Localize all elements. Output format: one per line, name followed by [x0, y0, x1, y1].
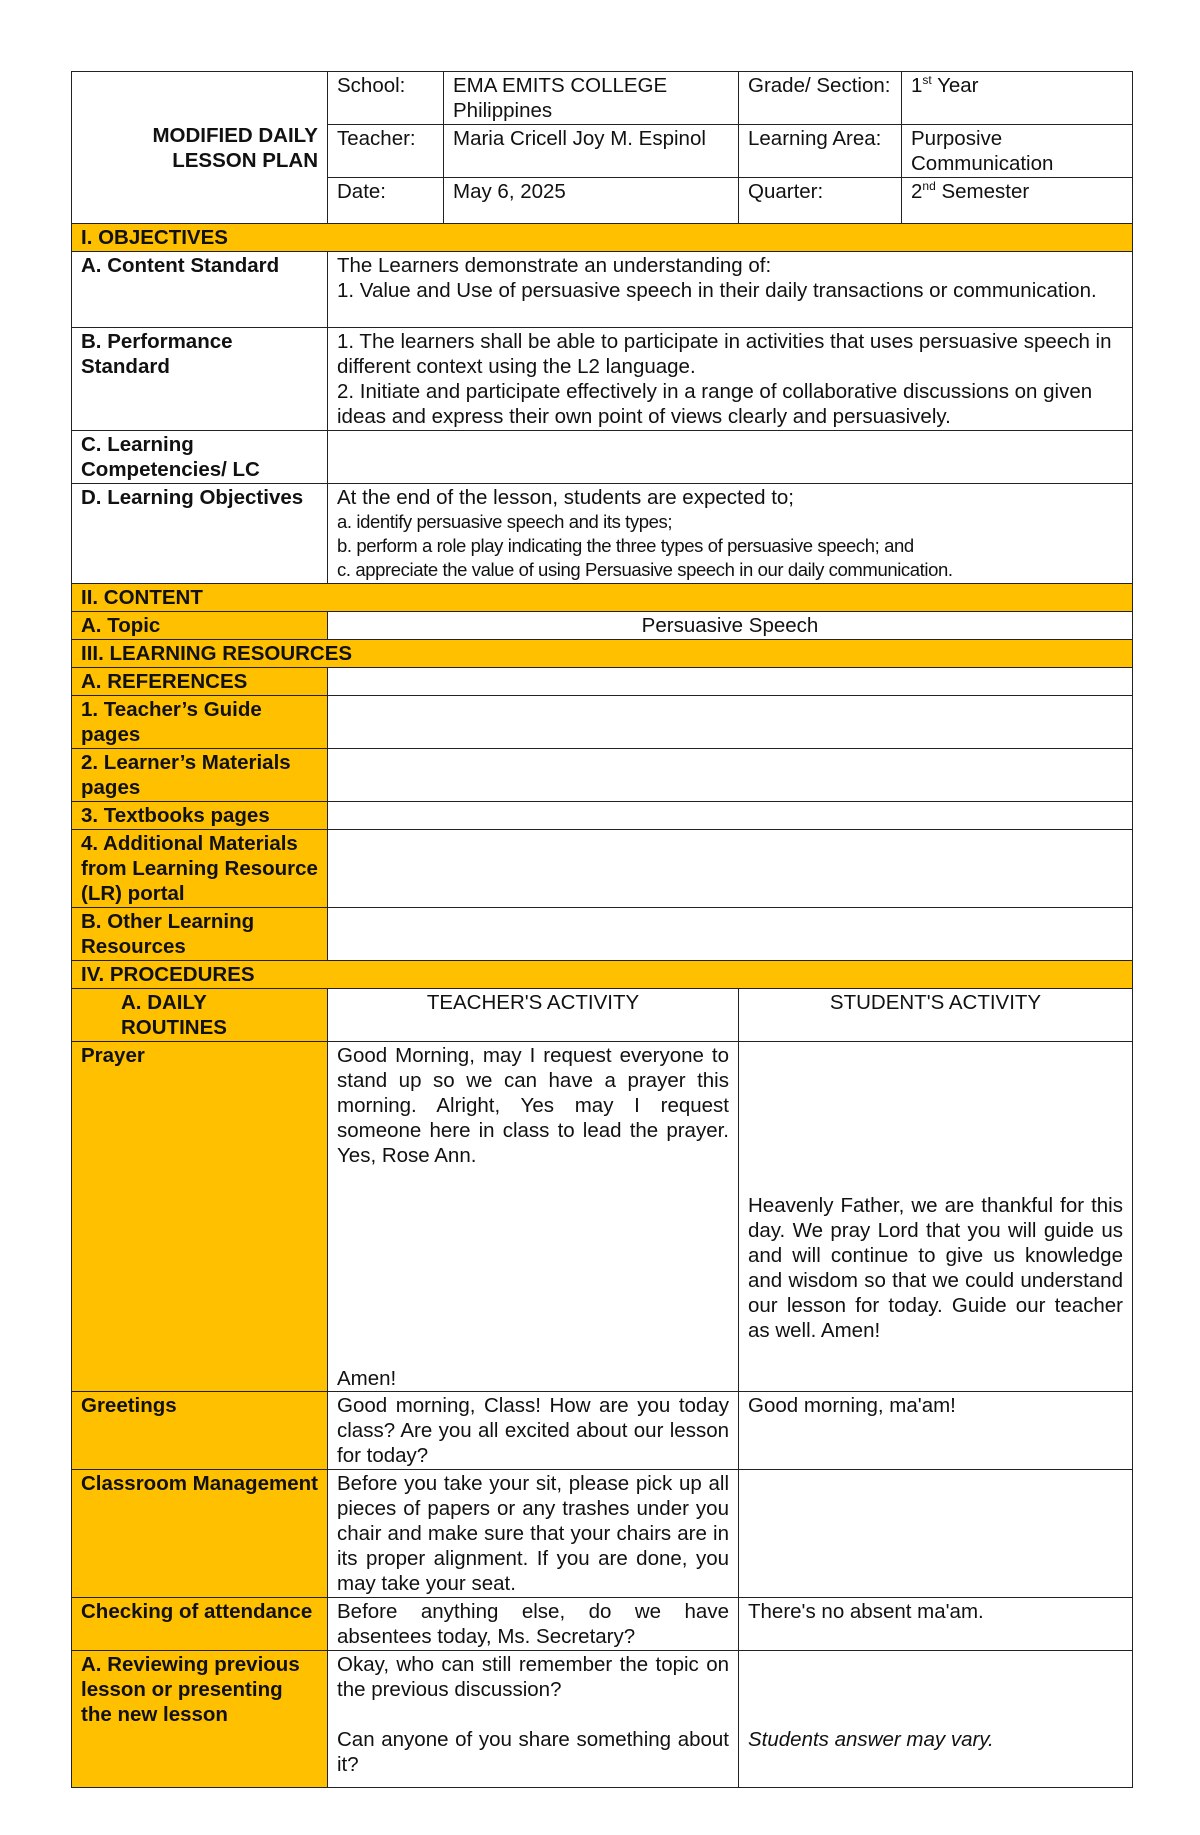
textbooks-value	[328, 802, 1133, 830]
grade-label: Grade/ Section:	[739, 72, 902, 125]
prayer-teacher-amen: Amen!	[337, 1367, 397, 1390]
reviewing-student-answer: Students answer may vary.	[748, 1728, 994, 1751]
learning-competencies-value	[328, 431, 1133, 484]
classroom-management-student	[739, 1470, 1133, 1598]
plan-title-line2: LESSON PLAN	[172, 148, 318, 172]
reviewing-lesson-label: A. Reviewing previous lesson or presenting the new lesson	[72, 1651, 328, 1788]
quarter-value-sup: nd	[922, 179, 936, 194]
additional-materials-value	[328, 830, 1133, 908]
textbooks-label: 3. Textbooks pages	[72, 802, 328, 830]
grade-value-num: 1	[911, 74, 923, 97]
topic-label: A. Topic	[72, 612, 328, 640]
teachers-guide-value	[328, 696, 1133, 749]
classroom-management-teacher: Before you take your sit, please pick up all pieces of papers or any trashes under you chair and make sure that your chairs are in its proper alignment. If you are done, you may take your seat.	[328, 1470, 739, 1598]
greetings-label: Greetings	[72, 1392, 328, 1470]
other-resources-label: B. Other Learning Resources	[72, 908, 328, 961]
content-standard-line1: The Learners demonstrate an understanding of:	[337, 254, 772, 277]
plan-title	[72, 72, 328, 224]
performance-standard-label: B. Performance Standard	[72, 328, 328, 431]
learning-objective-b: b. perform a role play indicating the three types of persuasive speech; and	[337, 535, 914, 556]
learning-objectives-label: D. Learning Objectives	[72, 484, 328, 584]
area-value: Purposive Communication	[902, 125, 1133, 178]
content-standard-value	[328, 252, 1133, 328]
other-resources-value	[328, 908, 1133, 961]
teacher-activity-header: TEACHER'S ACTIVITY	[328, 989, 739, 1042]
reviewing-teacher-q1: Okay, who can still remember the topic on the previous discussion?	[337, 1653, 729, 1701]
teachers-guide-label: 1. Teacher’s Guide pages	[72, 696, 328, 749]
teacher-value: Maria Cricell Joy M. Espinol	[444, 125, 739, 178]
classroom-management-label: Classroom Management	[72, 1470, 328, 1598]
additional-materials-label: 4. Additional Materials from Learning Resource (LR) portal	[72, 830, 328, 908]
quarter-value	[902, 178, 1133, 224]
section-procedures: IV. PROCEDURES	[72, 961, 1133, 989]
section-learning-resources: III. LEARNING RESOURCES	[72, 640, 1133, 668]
reviewing-student	[739, 1651, 1133, 1788]
grade-value	[902, 72, 1133, 125]
quarter-label: Quarter:	[739, 178, 902, 224]
learning-objectives-value	[328, 484, 1133, 584]
grade-value-sup: st	[922, 73, 932, 88]
student-activity-header: STUDENT'S ACTIVITY	[739, 989, 1133, 1042]
attendance-label: Checking of attendance	[72, 1598, 328, 1651]
learners-materials-value	[328, 749, 1133, 802]
grade-value-rest: Year	[931, 74, 979, 97]
attendance-student: There's no absent ma'am.	[739, 1598, 1133, 1651]
topic-value: Persuasive Speech	[328, 612, 1133, 640]
content-standard-line2: 1. Value and Use of persuasive speech in their daily transactions or communication.	[337, 279, 1097, 302]
references-value	[328, 668, 1133, 696]
reviewing-teacher-q2: Can anyone of you share something about it?	[337, 1728, 729, 1776]
prayer-teacher-text: Good Morning, may I request everyone to stand up so we can have a prayer this morning. Alright, Yes may I request someone here in class to lead the prayer. Yes, Rose Ann.	[337, 1044, 729, 1167]
prayer-student-text: Heavenly Father, we are thankful for this day. We pray Lord that you will guide us and will continue to give us knowledge and wisdom so that we could understand our lesson for today. Guide our teacher as well. Amen!	[748, 1194, 1123, 1342]
performance-standard-line1: 1. The learners shall be able to participate in activities that uses persuasive speech in different context using the L2 language.	[337, 330, 1112, 378]
prayer-teacher-cell	[328, 1042, 739, 1392]
daily-routines-label: A. DAILY ROUTINES	[72, 989, 328, 1042]
plan-title-line1: MODIFIED DAILY	[152, 123, 318, 147]
performance-standard-value	[328, 328, 1133, 431]
section-content: II. CONTENT	[72, 584, 1133, 612]
quarter-value-num: 2	[911, 180, 923, 203]
content-standard-label: A. Content Standard	[72, 252, 328, 328]
teacher-label: Teacher:	[328, 125, 444, 178]
reviewing-teacher	[328, 1651, 739, 1788]
greetings-student: Good morning, ma'am!	[739, 1392, 1133, 1470]
references-label: A. REFERENCES	[72, 668, 328, 696]
lesson-plan-table	[71, 71, 1133, 1788]
school-value: EMA EMITS COLLEGE Philippines	[444, 72, 739, 125]
school-label: School:	[328, 72, 444, 125]
section-objectives: I. OBJECTIVES	[72, 224, 1133, 252]
learning-objectives-intro: At the end of the lesson, students are expected to;	[337, 486, 794, 509]
date-value: May 6, 2025	[444, 178, 739, 224]
learning-competencies-label: C. Learning Competencies/ LC	[72, 431, 328, 484]
area-label: Learning Area:	[739, 125, 902, 178]
performance-standard-line2: 2. Initiate and participate effectively in a range of collaborative discussions on given ideas and express their own point of views clearly and persuasively.	[337, 380, 1093, 428]
learners-materials-label: 2. Learner’s Materials pages	[72, 749, 328, 802]
prayer-student-cell	[739, 1042, 1133, 1392]
learning-objective-a: a. identify persuasive speech and its types;	[337, 511, 673, 532]
greetings-teacher: Good morning, Class! How are you today class? Are you all excited about our lesson for today?	[328, 1392, 739, 1470]
date-label: Date:	[328, 178, 444, 224]
attendance-teacher: Before anything else, do we have absentees today, Ms. Secretary?	[328, 1598, 739, 1651]
learning-objective-c: c. appreciate the value of using Persuasive speech in our daily communication.	[337, 559, 953, 580]
prayer-label: Prayer	[72, 1042, 328, 1392]
quarter-value-rest: Semester	[935, 180, 1030, 203]
